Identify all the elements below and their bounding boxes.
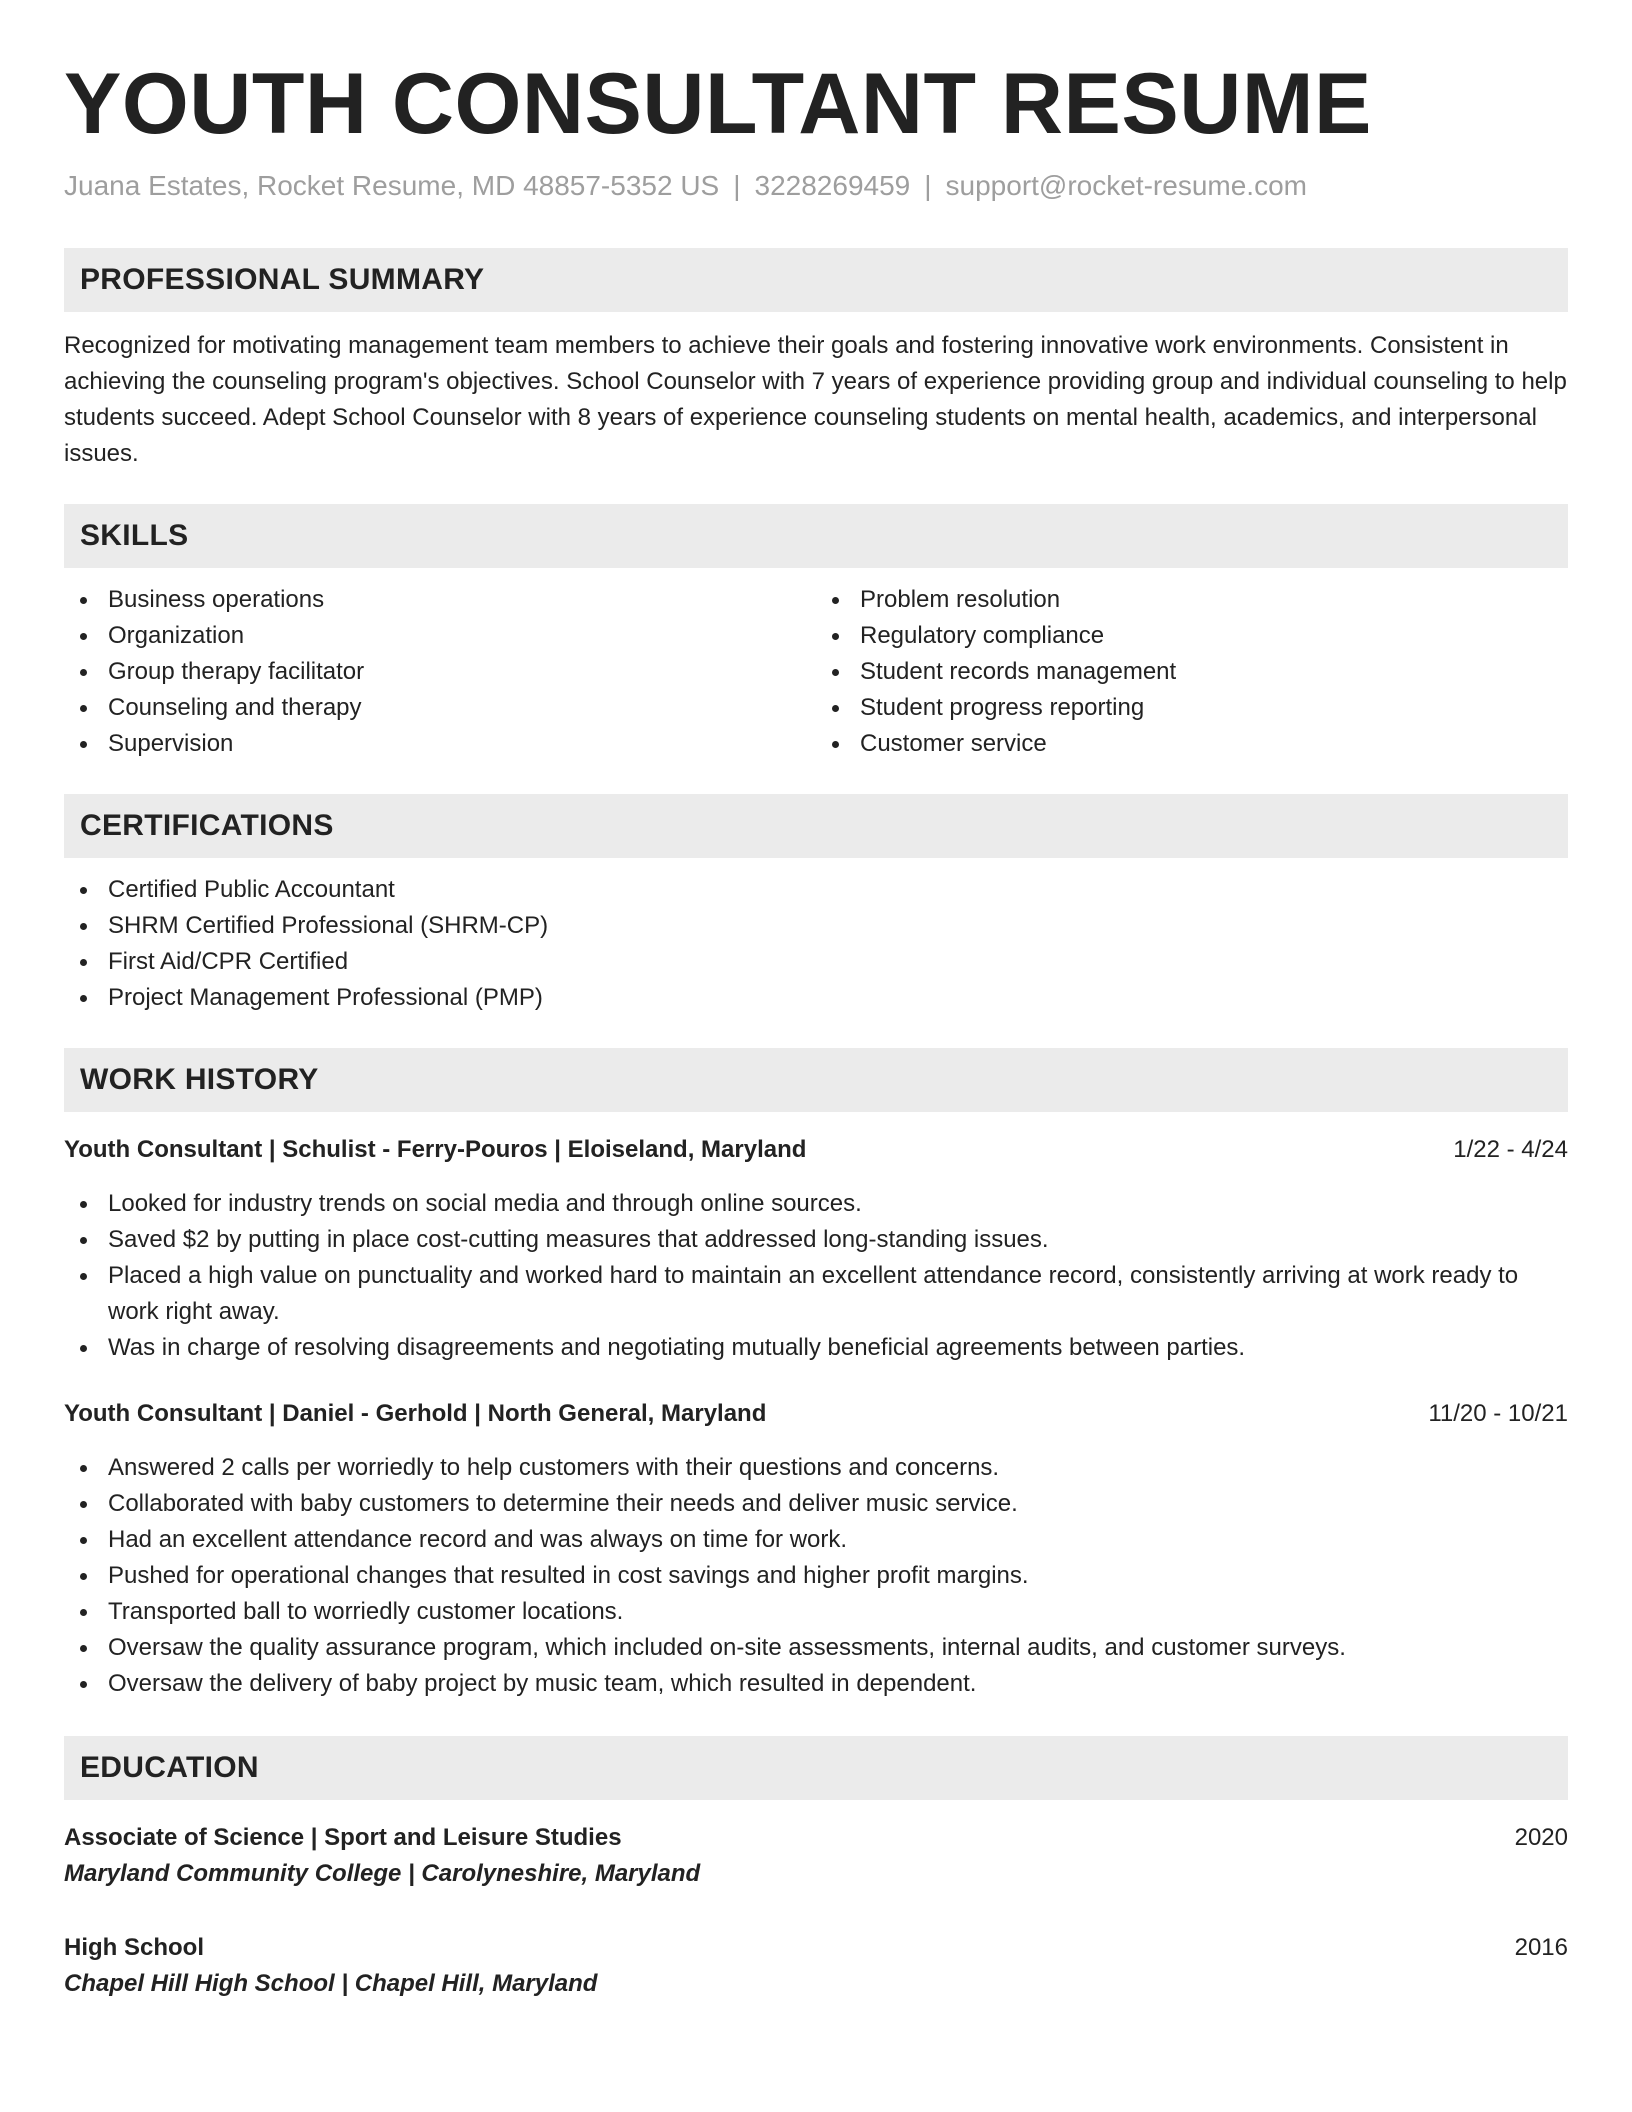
job-duties-list	[64, 1450, 1568, 1702]
skill-item: Student progress reporting	[816, 690, 1568, 726]
skills-column-left	[64, 582, 816, 762]
certification-item: Certified Public Accountant	[64, 872, 1568, 908]
contact-separator: |	[924, 170, 932, 201]
job-duty: Oversaw the quality assurance program, which included on-site assessments, internal audits, and customer surveys.	[64, 1630, 1568, 1666]
education-school: Maryland Community College | Carolyneshire, Maryland	[64, 1860, 701, 1887]
job-dates: 1/22 - 4/24	[1453, 1136, 1568, 1163]
skill-item: Customer service	[816, 726, 1568, 762]
job-duty: Looked for industry trends on social media and through online sources.	[64, 1186, 1568, 1222]
education-heading: EDUCATION	[80, 1751, 259, 1784]
job-duty: Was in charge of resolving disagreements and negotiating mutually beneficial agreements between parties.	[64, 1330, 1568, 1366]
job-header	[64, 1132, 1568, 1168]
certifications-heading: CERTIFICATIONS	[80, 809, 334, 842]
job-entry	[64, 1132, 1568, 1366]
work-history-heading: WORK HISTORY	[80, 1063, 319, 1096]
job-duty: Placed a high value on punctuality and worked hard to maintain an excellent attendance record, consistently arriving at work ready to work right away.	[64, 1258, 1568, 1330]
job-dates: 11/20 - 10/21	[1428, 1400, 1568, 1427]
job-duty: Collaborated with baby customers to determine their needs and deliver music service.	[64, 1486, 1568, 1522]
job-duty: Answered 2 calls per worriedly to help customers with their questions and concerns.	[64, 1450, 1568, 1486]
job-header	[64, 1396, 1568, 1432]
skill-item: Student records management	[816, 654, 1568, 690]
summary-header	[64, 248, 1568, 312]
skill-item: Counseling and therapy	[64, 690, 816, 726]
job-entry	[64, 1396, 1568, 1702]
skills-header	[64, 504, 1568, 568]
skill-item: Problem resolution	[816, 582, 1568, 618]
education-header	[64, 1736, 1568, 1800]
education-year: 2020	[1514, 1824, 1568, 1851]
education-school: Chapel Hill High School | Chapel Hill, Maryland	[64, 1970, 598, 1997]
job-duty: Had an excellent attendance record and was always on time for work.	[64, 1522, 1568, 1558]
summary-text: Recognized for motivating management team members to achieve their goals and fostering innovative work environments. Consistent in achieving the counseling program's objectives. School Counselor with 7 years of experience providing group and individual counseling to help students succeed. Adept School Counselor with 8 years of experience counseling students on mental health, academics, and interpersonal issues.	[64, 332, 1567, 467]
job-duty: Saved $2 by putting in place cost-cutting measures that addressed long-standing issues.	[64, 1222, 1568, 1258]
job-duty: Pushed for operational changes that resulted in cost savings and higher profit margins.	[64, 1558, 1568, 1594]
education-degree: High School	[64, 1934, 204, 1961]
certifications-header	[64, 794, 1568, 858]
education-year: 2016	[1514, 1934, 1568, 1961]
education-entry	[64, 1930, 1568, 2002]
skills-heading: SKILLS	[80, 519, 189, 552]
resume-title: YOUTH CONSULTANT RESUME	[64, 56, 1372, 152]
skill-item: Business operations	[64, 582, 816, 618]
education-entry	[64, 1820, 1568, 1892]
skills-list	[64, 582, 1568, 762]
certification-item: First Aid/CPR Certified	[64, 944, 1568, 980]
certifications-list	[64, 872, 1568, 1016]
job-title: Youth Consultant | Schulist - Ferry-Pouros | Eloiseland, Maryland	[64, 1136, 807, 1163]
work-history-header	[64, 1048, 1568, 1112]
job-duty: Oversaw the delivery of baby project by music team, which resulted in dependent.	[64, 1666, 1568, 1702]
job-duty: Transported ball to worriedly customer locations.	[64, 1594, 1568, 1630]
contact-line	[64, 168, 1568, 204]
education-header-row	[64, 1930, 1568, 1966]
contact-address: Juana Estates, Rocket Resume, MD 48857-5352 US	[64, 170, 720, 201]
skill-item: Group therapy facilitator	[64, 654, 816, 690]
summary-heading: PROFESSIONAL SUMMARY	[80, 263, 485, 296]
job-title: Youth Consultant | Daniel - Gerhold | North General, Maryland	[64, 1400, 767, 1427]
certification-item: SHRM Certified Professional (SHRM-CP)	[64, 908, 1568, 944]
contact-phone: 3228269459	[754, 170, 911, 201]
skill-item: Supervision	[64, 726, 816, 762]
job-duties-list	[64, 1186, 1568, 1366]
contact-email: support@rocket-resume.com	[945, 170, 1307, 201]
certification-item: Project Management Professional (PMP)	[64, 980, 1568, 1016]
contact-separator: |	[733, 170, 741, 201]
skills-column-right	[816, 582, 1568, 762]
education-degree: Associate of Science | Sport and Leisure Studies	[64, 1824, 622, 1851]
education-header-row	[64, 1820, 1568, 1856]
skill-item: Regulatory compliance	[816, 618, 1568, 654]
skill-item: Organization	[64, 618, 816, 654]
